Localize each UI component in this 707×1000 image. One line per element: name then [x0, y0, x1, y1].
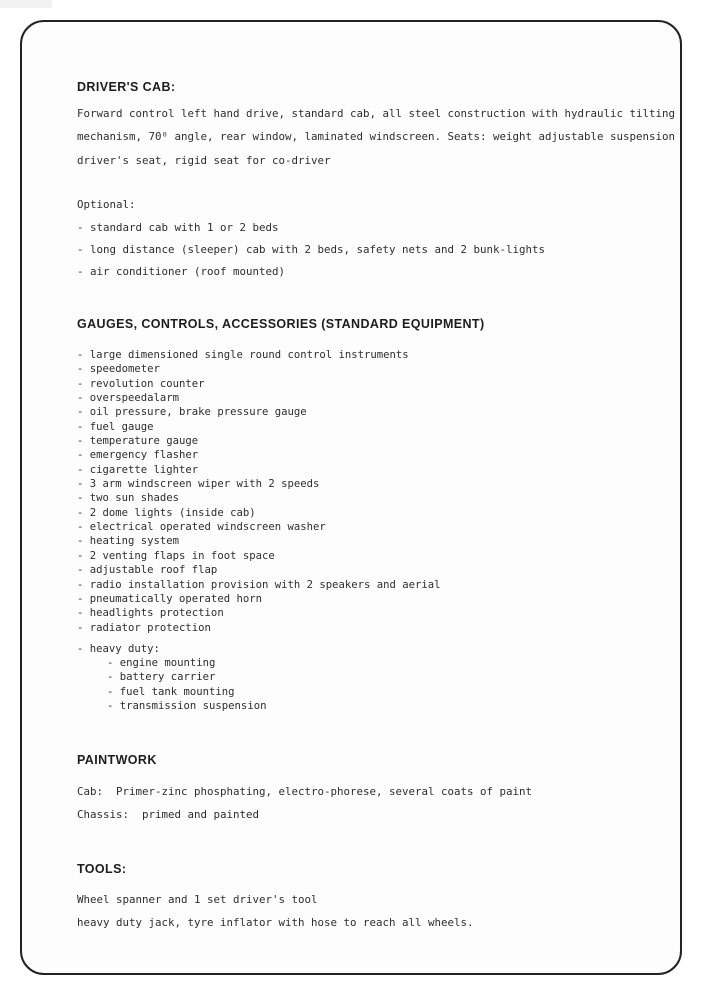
heavy-duty-label: - heavy duty: — [77, 643, 160, 655]
sub-list-item: - battery carrier — [107, 671, 216, 684]
list-item: - 2 dome lights (inside cab) — [77, 506, 256, 519]
list-item: - radio installation provision with 2 speakers and aerial — [77, 578, 441, 591]
list-item: - fuel gauge — [77, 420, 154, 433]
gauges-items-list — [77, 348, 677, 635]
section-title-paintwork: PAINTWORK — [77, 753, 157, 767]
paragraph-line: Chassis: primed and painted — [77, 808, 260, 822]
list-item: - adjustable roof flap — [77, 564, 218, 577]
section-title-drivers-cab: DRIVER'S CAB: — [77, 80, 176, 94]
list-item: - large dimensioned single round control instruments — [77, 349, 409, 361]
paragraph-line: Forward control left hand drive, standard cab, all steel construction with hydraulic tilting — [77, 107, 676, 120]
list-item: - long distance (sleeper) cab with 2 beds, safety nets and 2 bunk-lights — [77, 242, 546, 256]
list-item: - cigarette lighter — [77, 463, 199, 476]
list-item: - air conditioner (roof mounted) — [77, 264, 286, 278]
list-item: - oil pressure, brake pressure gauge — [77, 406, 307, 419]
tools-lines — [77, 888, 677, 935]
list-item: - electrical operated windscreen washer — [77, 521, 326, 534]
list-item: - standard cab with 1 or 2 beds — [77, 221, 279, 234]
drivers-cab-paragraph — [77, 102, 677, 172]
list-item: - revolution counter — [77, 377, 205, 390]
section-title-gauges: GAUGES, CONTROLS, ACCESSORIES (STANDARD EQUIPMENT) — [77, 317, 485, 331]
paragraph-line: Cab: Primer-zinc phosphating, electro-phorese, several coats of paint — [77, 785, 533, 798]
list-item: - 3 arm windscreen wiper with 2 speeds — [77, 478, 320, 491]
section-title-tools: TOOLS: — [77, 862, 127, 876]
list-item: - temperature gauge — [77, 435, 199, 448]
optional-label: Optional: — [77, 198, 136, 211]
list-item: - heating system — [77, 535, 180, 548]
paintwork-lines — [77, 780, 677, 827]
paragraph-line: Wheel spanner and 1 set driver's tool — [77, 893, 318, 906]
sub-list-item: - engine mounting — [107, 657, 216, 669]
paragraph-line: mechanism, 70⁰ angle, rear window, laminated windscreen. Seats: weight adjustable suspension — [77, 130, 676, 144]
list-item: - overspeedalarm — [77, 392, 180, 405]
list-item: - headlights protection — [77, 607, 224, 620]
heavy-duty-sublist — [77, 656, 677, 713]
paragraph-line: heavy duty jack, tyre inflator with hose to reach all wheels. — [77, 916, 474, 930]
list-item: - two sun shades — [77, 492, 180, 505]
scan-edge-artifact — [0, 0, 52, 8]
list-item: - emergency flasher — [77, 449, 199, 462]
sub-list-item: - transmission suspension — [107, 700, 267, 713]
sub-list-item: - fuel tank mounting — [107, 685, 235, 698]
list-item: - speedometer — [77, 363, 160, 376]
paragraph-line: driver's seat, rigid seat for co-driver — [77, 153, 331, 167]
list-item: - 2 venting flaps in foot space — [77, 549, 275, 562]
optional-items-list — [77, 217, 677, 282]
list-item: - radiator protection — [77, 621, 211, 634]
list-item: - pneumatically operated horn — [77, 592, 262, 605]
